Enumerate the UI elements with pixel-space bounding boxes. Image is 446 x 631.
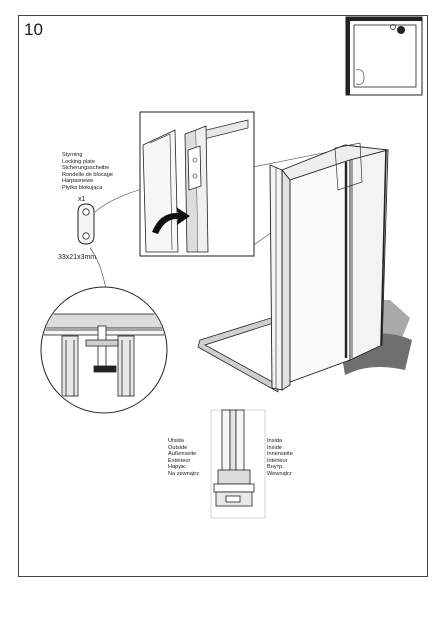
inside-label: Intérieur	[267, 457, 288, 464]
locking-plate-names	[62, 152, 113, 192]
plate-name: Płytka blokująca	[62, 184, 103, 191]
plate-quantity: x1	[78, 196, 86, 203]
floor-plan-thumbnail	[346, 17, 422, 95]
outside-label: Na zewnątrz	[168, 470, 200, 477]
inside-label: Внутр.	[267, 464, 284, 471]
inside-label: Wewnątrz	[267, 470, 292, 477]
outside-label: Außenseite	[168, 451, 197, 458]
plate-name: Harpasnewe	[62, 178, 94, 185]
corner-detail-inset	[140, 112, 254, 256]
outside-labels	[168, 438, 199, 478]
plate-name: Styrning	[62, 152, 83, 158]
outside-label: Utsida	[168, 438, 184, 444]
plate-dimensions: 33x21x3mm	[58, 254, 97, 261]
step-number: 10	[24, 20, 43, 39]
plate-name: Rondelle de blocage	[62, 171, 114, 178]
outside-label: Outside	[168, 444, 188, 451]
inside-label: Innenseite	[267, 451, 293, 458]
inside-label: Insida	[267, 438, 282, 444]
plate-name: Locking plate	[62, 158, 95, 165]
plate-name: Sicherungsscheibe	[62, 165, 110, 172]
profile-magnified-detail	[41, 287, 167, 413]
profile-cross-section	[211, 410, 265, 518]
inside-labels	[267, 438, 293, 478]
outside-label: Extérieur	[168, 457, 191, 464]
locking-plate	[78, 204, 94, 244]
inside-label: Inside	[267, 444, 282, 451]
outside-label: Наруж.	[168, 464, 187, 471]
